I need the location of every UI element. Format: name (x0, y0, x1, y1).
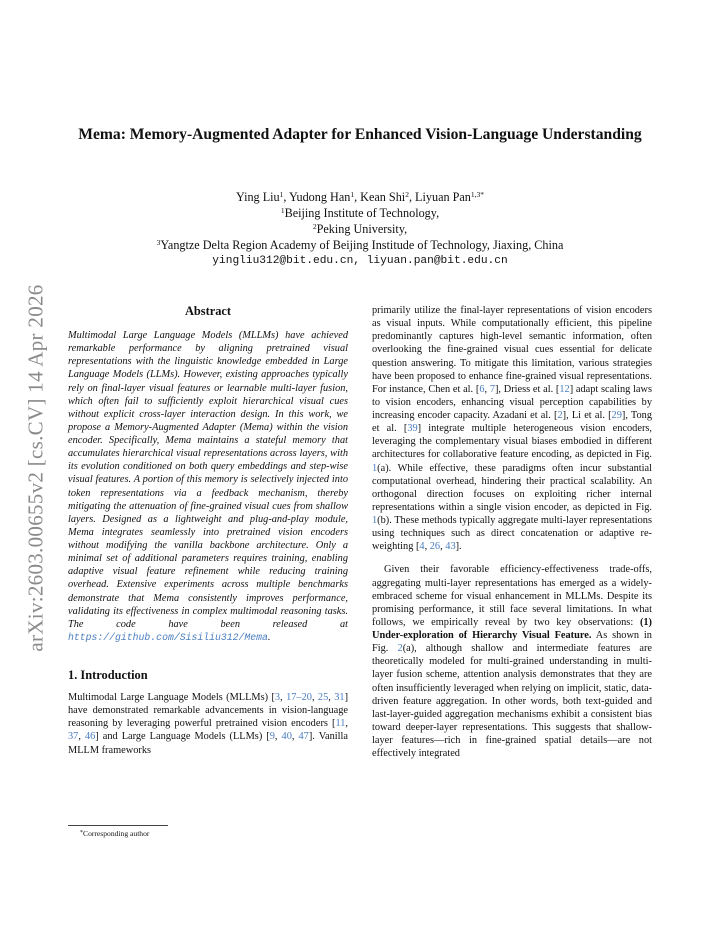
citation-link[interactable]: 26 (429, 541, 441, 553)
abstract-heading: Abstract (184, 304, 232, 318)
figure-ref-link[interactable]: 2 (397, 643, 403, 655)
citation-link[interactable]: 4 (419, 541, 425, 553)
affiliation: $^2$Peking University, (312, 222, 408, 236)
paper-title: Mema: Memory-Augmented Adapter for Enhanced Vision-Language Understanding (78, 126, 642, 143)
observation-label: (1) Under-exploration of Hierarchy Visual Feature. (372, 616, 652, 641)
citation-link[interactable]: 2 (557, 410, 563, 421)
arxiv-id[interactable]: arXiv:2603.00655v2 [cs.CV] 14 Apr 2026 (23, 284, 48, 652)
author-name: Yudong Han (289, 190, 351, 204)
author-name: Kean Shi (360, 190, 406, 204)
citation-link[interactable]: 40 (281, 731, 292, 743)
citation-link[interactable]: 12 (559, 383, 570, 395)
body-paragraph: Given their favorable efficiency-effectiveness trade-offs, aggregating multi-layer representations has emerged as a widely-embraced scheme for visual enhancement in MLLMs. Despite its promising performance, it still face several limitations. In what follows, we empirically reveal by two key observations: (1) Under-exploration of Hierarchy Visual Feature. As shown in Fig. 2(a), although shallow and intermediate features are theoretically modeled for multi-grained understanding in multi-layer fusion scheme, attention analysis demonstrates that they are often insufficiently leveraged when relying on implicit, static, data-driven feature aggregation. In other words, both text-guided and last-layer-guided aggregation mechanisms exhibit a consistent bias toward deeper-layer representations. This suggests that shallow-layer features—rich in fine-grained spatial details—are not effectively integrated (372, 564, 652, 760)
arxiv-stamp (20, 258, 52, 678)
citation-link[interactable]: 39 (407, 423, 418, 435)
author-sup: 1,3* (470, 190, 485, 199)
citation-link[interactable]: 11 (335, 718, 346, 730)
right-column (372, 304, 652, 760)
citation-link[interactable]: 37 (68, 731, 79, 743)
citation-link[interactable]: 46 (84, 731, 96, 743)
citation-link[interactable]: 43 (445, 541, 456, 553)
affiliation: $^1$Beijing Institute of Technology, (280, 206, 440, 220)
code-link[interactable]: https://github.com/Sisiliu312/Mema (68, 631, 268, 643)
author-name: Ying Liu (235, 190, 280, 204)
author-name: Liyuan Pan (415, 190, 471, 204)
figure-ref-link[interactable]: 1 (372, 515, 378, 526)
author-block (70, 189, 650, 269)
author-sup: 1 (279, 190, 284, 199)
author-names: Ying Liu$^1$, Yudong Han$^1$, Kean Shi$^2$, Liyuan Pan$^{1,3*}$ (235, 190, 485, 204)
footnote: *Corresponding author (80, 829, 150, 838)
citation-link[interactable]: 6 (479, 383, 485, 395)
author-emails: yingliu312@bit.edu.cn, liyuan.pan@bit.edu.cn (212, 255, 508, 267)
citation-link[interactable]: 9 (269, 731, 275, 743)
citation-link[interactable]: 17–20 (286, 692, 312, 703)
section-heading-introduction: 1. Introduction (68, 668, 148, 682)
author-sup: 1 (350, 190, 355, 199)
citation-link[interactable]: 29 (611, 410, 622, 421)
intro-paragraph: Multimodal Large Language Models (MLLMs) [3, 17–20, 25, 31] have demonstrated remarkable advancements in vision-language reasoning by leveraging powerful pretrained vision encoders [11, 37, 46] and Large Language Models (LLMs) [9, 40, 47]. Vanilla MLLM frameworks (68, 692, 349, 756)
citation-link[interactable]: 47 (298, 731, 309, 743)
footnote-divider (68, 825, 168, 826)
figure-ref-link[interactable]: 1 (372, 462, 378, 474)
citation-link[interactable]: 25 (317, 692, 329, 703)
citation-link[interactable]: 3 (274, 692, 281, 703)
author-sup: 2 (405, 190, 409, 199)
affiliation: $^3$Yangtze Delta Region Academy of Beijing Institude of Technology, Jiaxing, China (156, 238, 564, 252)
citation-link[interactable]: 7 (489, 383, 495, 395)
left-column (68, 304, 348, 757)
citation-link[interactable]: 31 (334, 692, 345, 703)
body-paragraph: primarily utilize the final-layer representations of vision encoders as visual inputs. While computationally efficient, this pipeline predominantly captures high-level semantic information, often overlooking the fine-grained visual cues essential for delicate question answering. To mitigate this limitation, various strategies have been proposed to enhance fine-grained visual representations. For instance, Chen et al. [6, 7], Driess et al. [12] adapt scaling laws to vision encoders, enhancing visual perception capabilities by increasing encoder capacity. Azadani et al. [2], Li et al. [29], Tong et al. [39] integrate multiple heterogeneous vision encoders, leveraging the complementary visual biases embodied in different architectures for collaborative feature encoding, as depicted in Fig. 1(a). While effective, these paradigms often incur substantial computational overhead, hindering their practical scalability. An orthogonal direction focuses on exploiting richer internal representations within a single vision encoder, as depicted in Fig. 1(b). These methods typically aggregate multi-layer representations using techniques such as direct concatenation or adaptive re-weighting [4, 26, 43]. (372, 305, 652, 553)
abstract-text: Multimodal Large Language Models (MLLMs) have achieved remarkable performance by aligning pretrained visual representations with the linguistic knowledge embedded in Large Language Models (LLMs). However, existing approaches typically rely on final-layer visual features or learnable multi-layer fusion, which often fail to sufficiently exploit hierarchical visual cues without explicit cross-layer interaction design. In this work, we propose a Memory-Augmented Adapter (Mema) within the vision encoder. Specifically, Mema maintains a stateful memory that accumulates hierarchical visual representations across layers, with its evolution conditioned on both query embeddings and step-wise visual features. A portion of this memory is selectively injected into token representations via a feedback mechanism, thereby mitigating the attenuation of fine-grained visual cues from shallow layers. Designed as a lightweight and plug-and-play module, Mema integrates seamlessly into pretrained vision encoders without modifying the vanilla backbone architecture. Only a minimal set of additional parameters requires training, enabling adaptive visual feature refinement while reducing training overhead. Extensive experiments across multiple benchmarks demonstrate that Mema consistently improves performance, validating its effectiveness in complex multimodal reasoning tasks. The code have been released at https://github.com/Sisiliu312/Mema. (68, 330, 348, 643)
